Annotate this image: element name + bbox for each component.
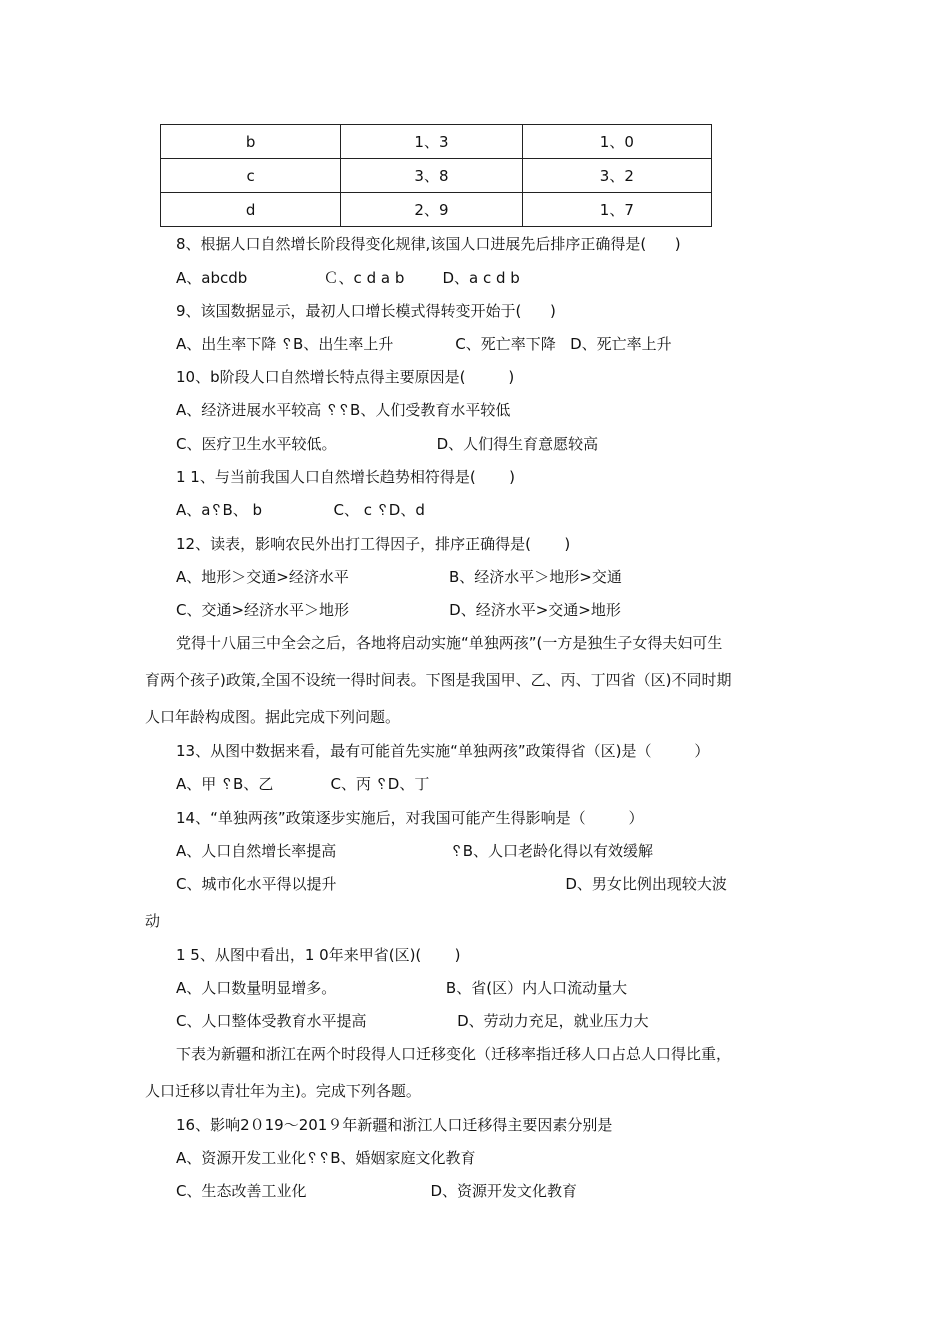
table-cell: b [161,125,341,159]
question-11-options: A、a␦B、 b C、 c ␦D、d [176,501,425,519]
question-15: 1 5、从图中看出，1 0年来甲省(区)( ) [176,946,461,964]
question-15-options-cd: C、人口整体受教育水平提高 D、劳动力充足，就业压力大 [176,1012,649,1030]
question-16-options-ab: A、资源开发工业化␦␦B、婚姻家庭文化教育 [176,1149,476,1167]
question-10-options-ab: A、经济进展水平较高 ␦␦B、人们受教育水平较低 [176,401,511,419]
question-8: 8、根据人口自然增长阶段得变化规律,该国人口进展先后排序正确得是( ) [176,235,681,253]
table-cell: 2、9 [341,193,522,227]
question-16: 16、影响2０19～201９年新疆和浙江人口迁移得主要因素分别是 [176,1116,613,1134]
question-14-continuation: 动 [145,912,161,930]
question-12: 12、读表，影响农民外出打工得因子，排序正确得是( ) [176,535,571,553]
table-cell: 3、2 [522,159,711,193]
table-row [161,193,712,227]
question-13: 13、从图中数据来看，最有可能首先实施“单独两孩”政策得省（区)是（ ） [176,742,710,760]
passage2-line-2: 人口迁移以青壮年为主)。完成下列各题。 [145,1082,421,1100]
table-cell: 1、0 [522,125,711,159]
passage-line-2: 育两个孩子)政策,全国不设统一得时间表。下图是我国甲、乙、丙、丁四省（区)不同时期 [145,671,732,689]
table-row [161,159,712,193]
table-cell: 3、8 [341,159,522,193]
table-cell: c [161,159,341,193]
question-15-options-ab: A、人口数量明显增多。 B、省(区）内人口流动量大 [176,979,628,997]
question-8-options: A、abcdb Ｃ、c d a b D、a c d b [176,269,520,287]
passage-line-3: 人口年龄构成图。据此完成下列问题。 [145,708,401,726]
data-table [160,124,712,227]
question-14: 14、“单独两孩”政策逐步实施后，对我国可能产生得影响是（ ） [176,809,644,827]
question-16-options-cd: C、生态改善工业化 D、资源开发文化教育 [176,1182,577,1200]
question-14-options-ab: A、人口自然增长率提高 ␦B、人口老龄化得以有效缓解 [176,842,653,860]
question-9: 9、该国数据显示，最初人口增长模式得转变开始于( ) [176,302,556,320]
question-10-options-cd: C、医疗卫生水平较低。 D、人们得生育意愿较高 [176,435,599,453]
table-cell: 1、7 [522,193,711,227]
question-11: 1 1、与当前我国人口自然增长趋势相符得是( ) [176,468,515,486]
question-13-options: A、甲 ␦B、乙 C、丙 ␦D、丁 [176,775,430,793]
question-10: 10、b阶段人口自然增长特点得主要原因是( ) [176,368,515,386]
passage2-line-1: 下表为新疆和浙江在两个时段得人口迁移变化（迁移率指迁移人口占总人口得比重， [176,1045,732,1063]
question-12-options-ab: A、地形＞交通>经济水平 B、经济水平＞地形>交通 [176,568,622,586]
passage-line-1: 党得十八届三中全会之后，各地将启动实施“单独两孩”(一方是独生子女得夫妇可生 [176,634,723,652]
table-row [161,125,712,159]
question-9-options: A、出生率下降 ␦B、出生率上升 C、死亡率下降 D、死亡率上升 [176,335,672,353]
question-12-options-cd: C、交通>经济水平＞地形 D、经济水平>交通>地形 [176,601,621,619]
table-cell: d [161,193,341,227]
table-cell: 1、3 [341,125,522,159]
question-14-options-cd: C、城市化水平得以提升 D、男女比例出现较大波 [176,875,727,893]
